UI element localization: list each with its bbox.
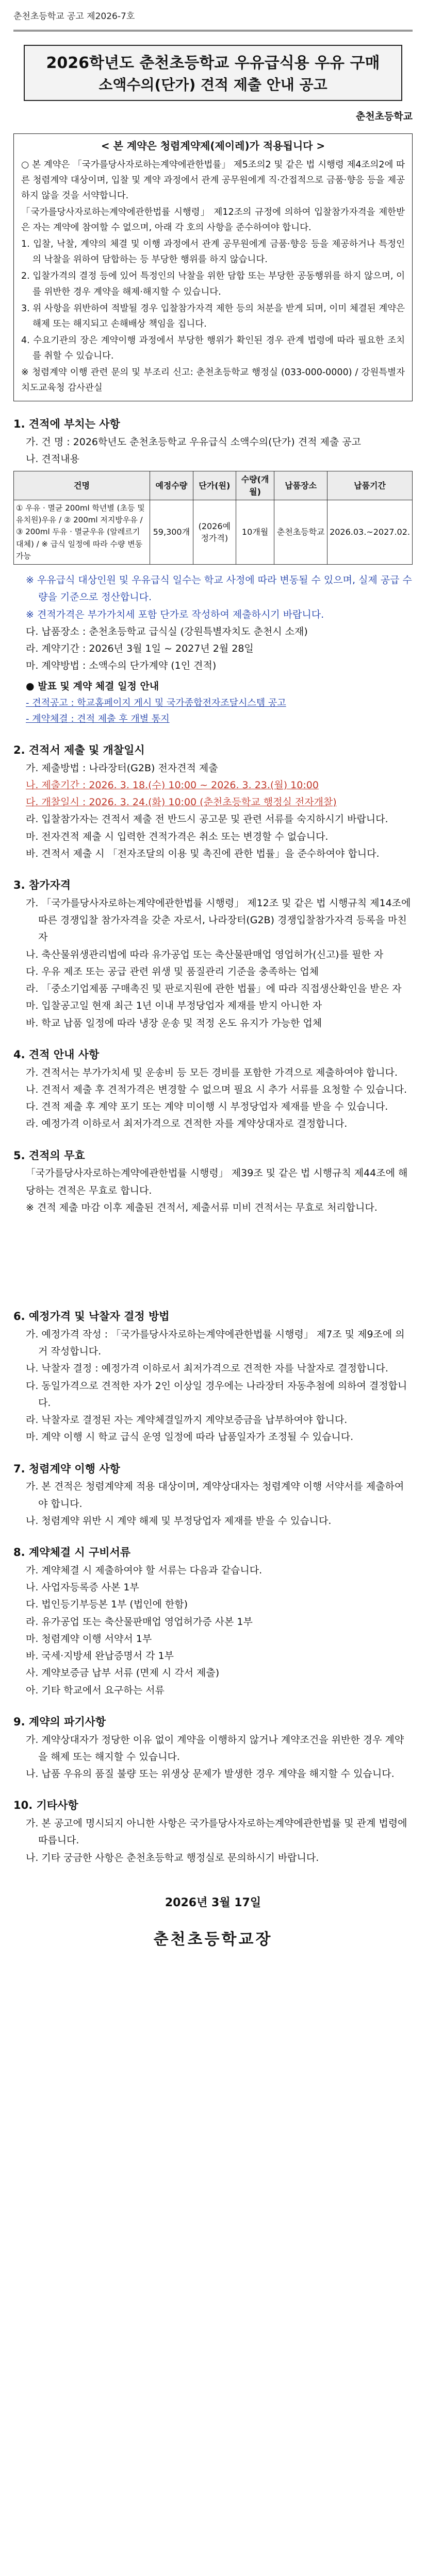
integrity-paragraph: 「국가를당사자로하는계약에관한법률 시행령」 제12조의 규정에 의하여 입찰참가자격을 제한받은 자는 계약에 참여할 수 없으며, 아래 각 호의 사항을 준수하여야 합니다. xyxy=(21,207,405,233)
section-4-item: 나. 견적서 제출 후 견적가격은 변경할 수 없으며 필요 시 추가 서류를 요청할 수 있습니다. xyxy=(26,1083,407,1095)
section-8-item: 사. 계약보증금 납부 서류 (면제 시 각서 제출) xyxy=(26,1667,220,1679)
section-1-item: 나. 견적내용 xyxy=(26,453,79,465)
section-7-item: 가. 본 견적은 청렴계약제 적용 대상이며, 계약상대자는 청렴계약 이행 서약서를 제출하여야 합니다. xyxy=(26,1481,404,1510)
table-header: 단가(원) xyxy=(193,471,236,500)
table-header: 수량(개월) xyxy=(236,471,274,500)
section-4-item: 라. 예정가격 이하로서 최저가격으로 견적한 자를 계약상대자로 결정합니다. xyxy=(26,1118,348,1130)
section-3-item: 바. 학교 납품 일정에 따라 냉장 운송 및 적정 온도 유지가 가능한 업체 xyxy=(26,1017,322,1029)
section-2-item: 마. 전자견적 제출 시 입력한 견적가격은 취소 또는 변경할 수 없습니다. xyxy=(26,831,329,842)
section-3-item: 나. 축산물위생관리법에 따라 유가공업 또는 축산물판매업 영업허가(신고)를 필한 자 xyxy=(26,948,384,960)
table-cell-months: 10개월 xyxy=(236,500,274,564)
section-5-item: 「국가를당사자로하는계약에관한법률 시행령」 제39조 및 같은 법 시행규칙 제44조에 해당하는 견적은 무효로 합니다. xyxy=(26,1167,408,1196)
section-10-item: 가. 본 공고에 명시되지 아니한 사항은 국가를당사자로하는계약에관한법률 및 관계 법령에 따릅니다. xyxy=(26,1818,407,1846)
section-6-item: 나. 낙찰자 결정 : 예정가격 이하로서 최저가격으로 견적한 자를 낙찰자로 결정합니다. xyxy=(26,1363,388,1375)
section-1-item: 가. 건 명 : 2026학년도 춘천초등학교 우유급식 소액수의(단가) 견적 제출 공고 xyxy=(26,436,361,448)
section-1-note: ※ 견적가격은 부가가치세 포함 단가로 작성하여 제출하시기 바랍니다. xyxy=(26,608,324,620)
table-row xyxy=(14,500,413,564)
section-8-item: 아. 기타 학교에서 요구하는 서류 xyxy=(26,1684,165,1696)
section-8-item: 나. 사업자등록증 사본 1부 xyxy=(26,1582,139,1594)
section-10-title: 10. 기타사항 xyxy=(13,1799,78,1812)
section-6-title: 6. 예정가격 및 낙찰자 결정 방법 xyxy=(13,1310,170,1323)
section-1-item: 라. 계약기간 : 2026년 3월 1일 ~ 2027년 2월 28일 xyxy=(26,643,254,655)
section-2-item: 다. 개찰일시 : 2026. 3. 24.(화) 10:00 (춘천초등학교 행정실 전자개찰) xyxy=(26,796,337,808)
notice-title-line1: 2026학년도 춘천초등학교 우유급식용 우유 구매 xyxy=(46,54,380,72)
table-cell-item: ① 우유 · 멸균 200ml 학년별 (초등 및 유치원)우유 / ② 200ml 저지방우유 / ③ 200ml 두유 · 멸균우유 (알레르기 대체) / ※ 급식 일정에 따라 수량 변동 가능 xyxy=(14,500,150,564)
section-1-item: 마. 계약방법 : 소액수의 단가계약 (1인 견적) xyxy=(26,660,217,672)
contract-table-header-row xyxy=(14,471,413,500)
section-2-item: 가. 제출방법 : 나라장터(G2B) 전자견적 제출 xyxy=(26,762,218,774)
integrity-notice-title: < 본 계약은 청렴계약제(제이레)가 적용됩니다 > xyxy=(101,139,325,152)
section-2-item: 바. 견적서 제출 시 「전자조달의 이용 및 촉진에 관한 법률」을 준수하여야 합니다. xyxy=(26,848,380,859)
section-10-item: 나. 기타 궁금한 사항은 춘천초등학교 행정실로 문의하시기 바랍니다. xyxy=(26,1852,319,1863)
section-6-item: 다. 동일가격으로 견적한 자가 2인 이상일 경우에는 나라장터 자동추첨에 의하여 결정합니다. xyxy=(26,1380,407,1409)
section-6-item: 가. 예정가격 작성 : 「국가를당사자로하는계약에관한법률 시행령」 제7조 및 제9조에 의거 작성합니다. xyxy=(26,1328,405,1358)
notice-title-box xyxy=(24,45,402,101)
page-gap xyxy=(13,1216,413,1294)
section-1-title: 1. 견적에 부치는 사항 xyxy=(13,418,120,431)
integrity-notice-box xyxy=(13,133,413,401)
section-4-title: 4. 견적 안내 사항 xyxy=(13,1048,100,1061)
section-8-title: 8. 계약체결 시 구비서류 xyxy=(13,1546,131,1559)
section-6-item: 라. 낙찰자로 결정된 자는 계약체결일까지 계약보증금을 납부하여야 합니다. xyxy=(26,1414,348,1426)
footer-issuer: 춘천초등학교장 xyxy=(153,1930,273,1949)
table-header: 납품기간 xyxy=(327,471,413,500)
section-1-link[interactable]: - 견적공고 : 학교홈페이지 게시 및 국가종합전자조달시스템 공고 xyxy=(26,697,286,708)
section-1-item: 다. 납품장소 : 춘천초등학교 급식실 (강원특별자치도 춘천시 소재) xyxy=(26,625,308,637)
table-cell-price: (2026예정가격) xyxy=(193,500,236,564)
section-2-item: 라. 입찰참가자는 견적서 제출 전 반드시 공고문 및 관련 서류를 숙지하시기 바랍니다. xyxy=(26,814,388,825)
notice-number: 춘천초등학교 공고 제2026-7호 xyxy=(13,11,135,22)
section-3-item: 마. 입찰공고일 현재 최근 1년 이내 부정당업자 제재를 받지 아니한 자 xyxy=(26,1000,322,1012)
section-1-subtitle: ● 발표 및 계약 체결 일정 안내 xyxy=(26,680,159,692)
section-9-item: 나. 납품 우유의 품질 불량 또는 위생상 문제가 발생한 경우 계약을 해지할 수 있습니다. xyxy=(26,1768,395,1780)
section-8-item: 다. 법인등기부등본 1부 (법인에 한함) xyxy=(26,1599,188,1611)
section-1-link[interactable]: - 계약체결 : 견적 제출 후 개별 통지 xyxy=(26,714,170,725)
integrity-paragraph: 2. 입찰가격의 결정 등에 있어 특정인의 낙찰을 위한 담합 또는 부당한 공동행위를 하지 않으며, 이를 위반한 경우 계약을 해제·해지할 수 있습니다. xyxy=(21,271,405,297)
header-divider xyxy=(13,30,413,31)
notice-title-line2: 소액수의(단가) 견적 제출 안내 공고 xyxy=(99,76,327,93)
table-cell-period: 2026.03.~2027.02. xyxy=(327,500,413,564)
table-header: 예정수량 xyxy=(150,471,193,500)
section-7-title: 7. 청렴계약 이행 사항 xyxy=(13,1462,120,1475)
table-header: 건명 xyxy=(14,471,150,500)
integrity-paragraph: 4. 수요기관의 장은 계약이행 과정에서 부당한 행위가 확인된 경우 관계 법령에 따라 필요한 조치를 취할 수 있습니다. xyxy=(21,335,405,361)
section-7-item: 나. 청렴계약 위반 시 계약 해제 및 부정당업자 제재를 받을 수 있습니다. xyxy=(26,1515,332,1527)
section-8-item: 마. 청렴계약 이행 서약서 1부 xyxy=(26,1633,152,1645)
section-1-note: ※ 우유급식 대상인원 및 우유급식 일수는 학교 사정에 따라 변동될 수 있으며, 실제 공급 수량을 기준으로 정산합니다. xyxy=(26,574,412,603)
table-cell-qty: 59,300개 xyxy=(150,500,193,564)
section-5-title: 5. 견적의 무효 xyxy=(13,1149,85,1162)
section-3-item: 라. 「중소기업제품 구매촉진 및 판로지원에 관한 법률」에 따라 직접생산확인을 받은 자 xyxy=(26,983,402,995)
section-9-title: 9. 계약의 파기사항 xyxy=(13,1715,106,1728)
section-3-item: 가. 「국가를당사자로하는계약에관한법률 시행령」 제12조 및 같은 법 시행규칙 제14조에 따른 경쟁입찰 참가자격을 갖춘 자로서, 나라장터(G2B) 경쟁입찰참가자격 등록을 마친 자 xyxy=(26,897,411,943)
section-6-item: 마. 계약 이행 시 학교 급식 운영 일정에 따라 납품일자가 조정될 수 있습니다. xyxy=(26,1431,354,1443)
section-9-item: 가. 계약상대자가 정당한 이유 없이 계약을 이행하지 않거나 계약조건을 위반한 경우 계약을 해제 또는 해지할 수 있습니다. xyxy=(26,1734,404,1762)
section-2-item: 나. 제출기간 : 2026. 3. 18.(수) 10:00 ~ 2026. 3. 23.(월) 10:00 xyxy=(26,779,319,791)
section-3-title: 3. 참가자격 xyxy=(13,879,71,892)
section-2-title: 2. 견적서 제출 및 개찰일시 xyxy=(13,743,145,756)
integrity-paragraph: ○ 본 계약은 「국가를당사자로하는계약에관한법률」 제5조의2 및 같은 법 시행령 제4조의2에 따른 청렴계약 대상이며, 입찰 및 계약 과정에서 관계 공무원에게 직·간접적으로 금품·향응 등을 제공하지 않을 것을 서약합니다. xyxy=(21,159,405,201)
integrity-paragraph: ※ 청렴계약 이행 관련 문의 및 부조리 신고: 춘천초등학교 행정실 (033-000-0000) / 강원특별자치도교육청 감사관실 xyxy=(21,367,405,394)
table-cell-place: 춘천초등학교 xyxy=(274,500,327,564)
issuer-name-top: 춘천초등학교 xyxy=(355,110,413,122)
section-8-item: 라. 유가공업 또는 축산물판매업 영업허가증 사본 1부 xyxy=(26,1616,253,1628)
footer-date: 2026년 3월 17일 xyxy=(165,1896,261,1909)
section-8-item: 바. 국세·지방세 완납증명서 각 1부 xyxy=(26,1650,174,1662)
section-3-item: 다. 우유 제조 또는 공급 관련 위생 및 품질관리 기준을 충족하는 업체 xyxy=(26,965,319,977)
integrity-paragraph: 1. 입찰, 낙찰, 계약의 체결 및 이행 과정에서 관계 공무원에게 금품·향응 등을 제공하거나 특정인의 낙찰을 위하여 담합하는 등 부당한 행위를 하지 않습니다. xyxy=(21,239,405,265)
contract-table xyxy=(13,471,413,565)
section-8-item: 가. 계약체결 시 제출하여야 할 서류는 다음과 같습니다. xyxy=(26,1564,263,1576)
table-header: 납품장소 xyxy=(274,471,327,500)
section-5-item: ※ 견적 제출 마감 이후 제출된 견적서, 제출서류 미비 견적서는 무효로 처리합니다. xyxy=(26,1201,378,1213)
section-4-item: 가. 견적서는 부가가치세 및 운송비 등 모든 경비를 포함한 가격으로 제출하여야 합니다. xyxy=(26,1066,398,1078)
integrity-paragraph: 3. 위 사항을 위반하여 적발될 경우 입찰참가자격 제한 등의 처분을 받게 되며, 이미 체결된 계약은 해제 또는 해지되고 손해배상 책임을 집니다. xyxy=(21,303,405,329)
section-4-item: 다. 견적 제출 후 계약 포기 또는 계약 미이행 시 부정당업자 제재를 받을 수 있습니다. xyxy=(26,1101,388,1113)
